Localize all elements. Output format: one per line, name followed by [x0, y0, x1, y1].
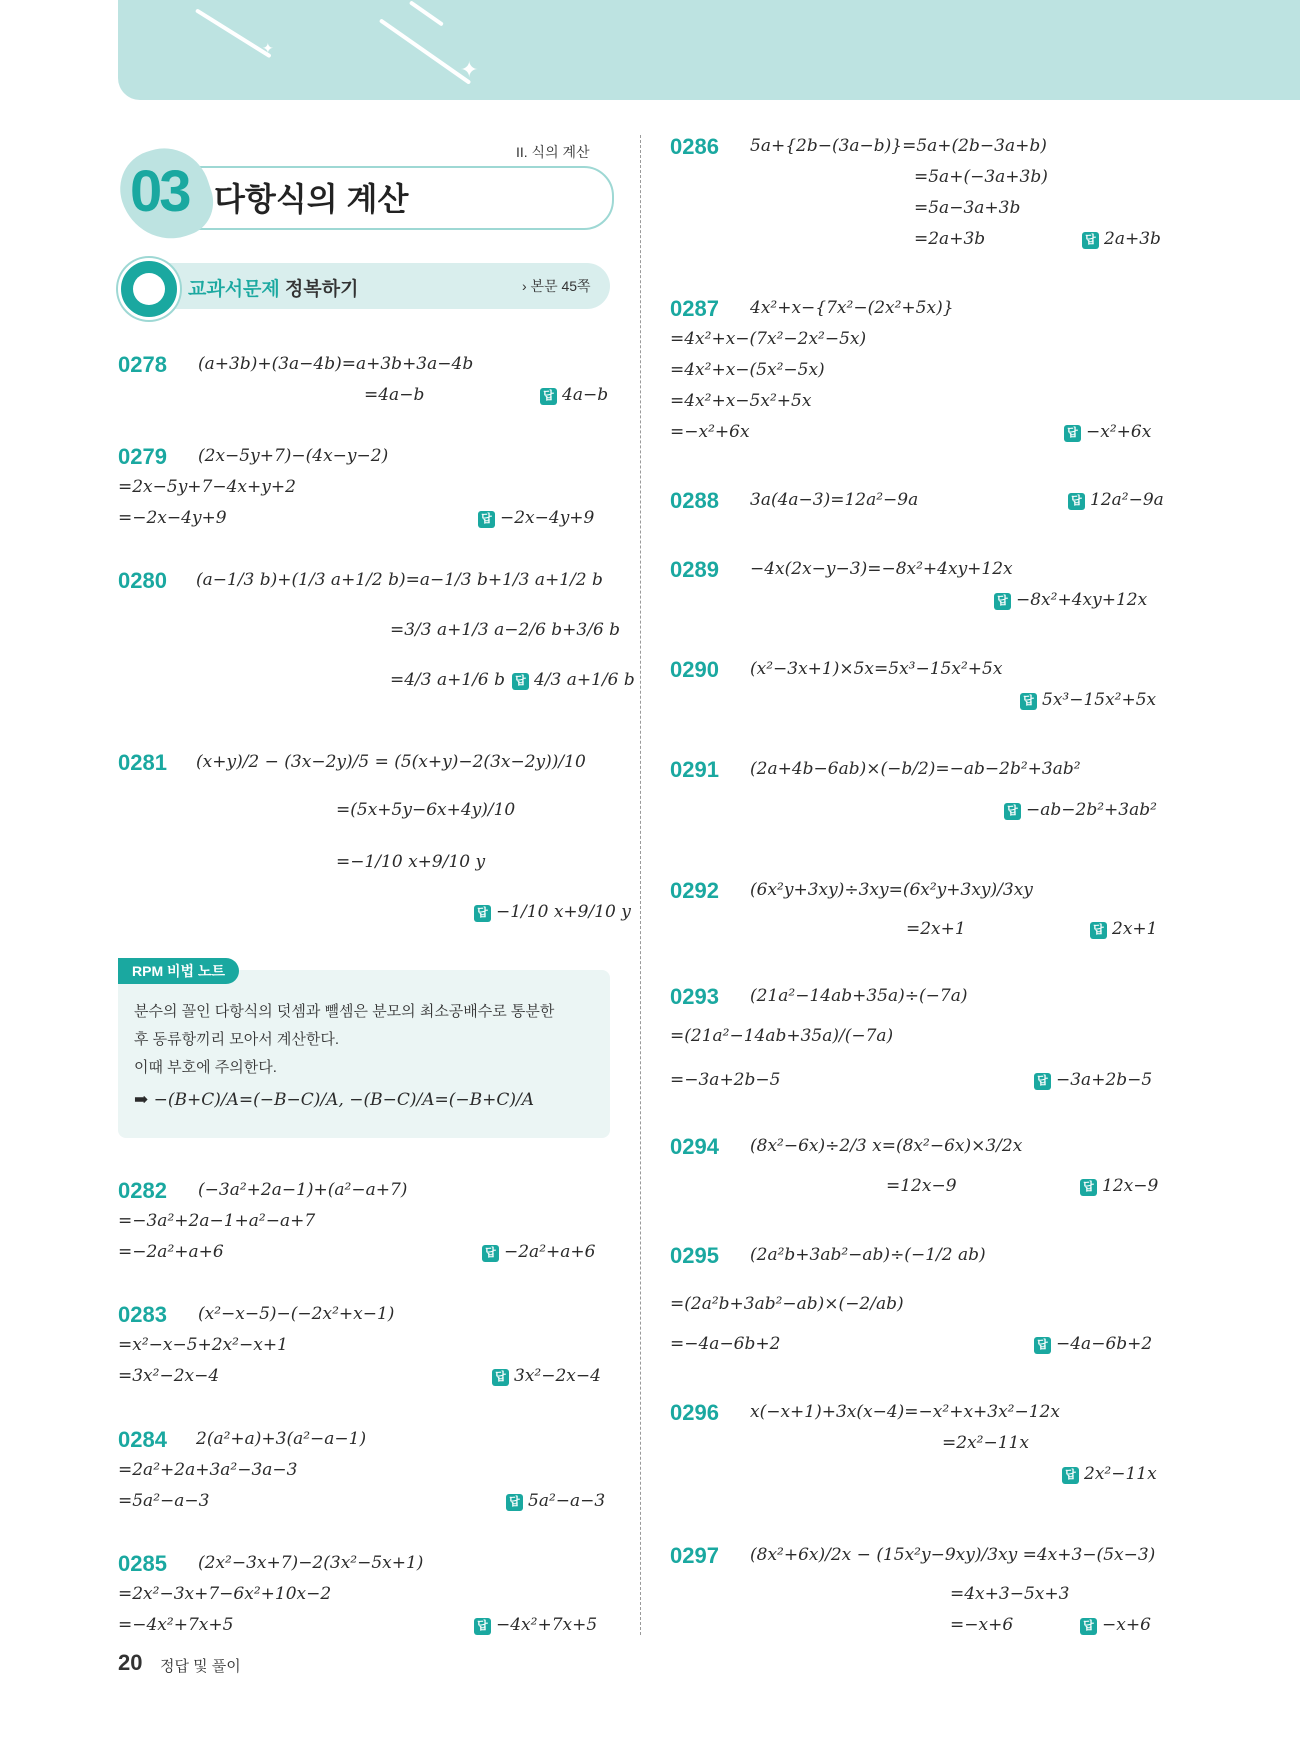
equation-line: =4x²+x−5x²+5x [670, 391, 812, 411]
equation-line: =2x²−11x [942, 1433, 1029, 1453]
answer: 답 12a²−9a [1068, 490, 1164, 510]
problem-number: 0295 [670, 1243, 719, 1268]
equation-line: =−1/10 x+9/10 y [336, 852, 486, 872]
equation-line: =−2x−4y+9 [118, 508, 227, 528]
problem-number: 0291 [670, 757, 719, 782]
footer-label: 정답 및 풀이 [160, 1658, 241, 1675]
answer-badge: 답 [1064, 425, 1081, 442]
answer-badge: 답 [474, 1618, 491, 1635]
equation-line: (−3a²+2a−1)+(a²−a+7) [198, 1180, 408, 1200]
answer: 답 2a+3b [1082, 229, 1161, 249]
breadcrumb: II. 식의 계산 [516, 144, 590, 160]
problem-number: 0283 [118, 1302, 167, 1327]
section-title: 교과서문제 정복하기 [188, 279, 359, 300]
equation-line: (x+y)/2 − (3x−2y)/5 = (5(x+y)−2(3x−2y))/10 [196, 752, 586, 772]
answer-badge: 답 [1080, 1618, 1097, 1635]
equation-line: =−4a−6b+2 [670, 1334, 781, 1354]
answer-badge: 답 [482, 1245, 499, 1262]
answer-badge: 답 [994, 593, 1011, 610]
equation-line: =(5x+5y−6x+4y)/10 [336, 800, 516, 820]
problem-number: 0278 [118, 352, 167, 377]
problem-number: 0297 [670, 1543, 719, 1568]
equation-line: (a−1/3 b)+(1/3 a+1/2 b)=a−1/3 b+1/3 a+1/2 b [196, 570, 603, 590]
equation-line: =(21a²−14ab+35a)/(−7a) [670, 1026, 894, 1046]
equation-line: (2x²−3x+7)−2(3x²−5x+1) [198, 1553, 424, 1573]
problem-number: 0293 [670, 984, 719, 1009]
equation-line: =−x²+6x [670, 422, 750, 442]
answer: 답 −4x²+7x+5 [474, 1615, 597, 1635]
equation-line: (21a²−14ab+35a)÷(−7a) [750, 986, 968, 1006]
problem-number: 0281 [118, 750, 167, 775]
answer-badge: 답 [1004, 803, 1021, 820]
chapter-title: 다항식의 계산 [214, 181, 409, 217]
answer: 답 −4a−6b+2 [1034, 1334, 1152, 1354]
answer-badge: 답 [1034, 1073, 1051, 1090]
answer-badge: 답 [512, 673, 529, 690]
equation-line: x(−x+1)+3x(x−4)=−x²+x+3x²−12x [750, 1402, 1060, 1422]
problem-number: 0280 [118, 568, 167, 593]
answer-badge: 답 [1080, 1179, 1097, 1196]
answer-badge: 답 [1034, 1337, 1051, 1354]
note-text: 후 동류항끼리 모아서 계산한다. [134, 1031, 340, 1048]
answer: 답 −1/10 x+9/10 y [474, 902, 631, 922]
equation-line: 4x²+x−{7x²−(2x²+5x)} [750, 298, 954, 318]
answer: 답 4a−b [540, 385, 608, 405]
equation-line: =12x−9 [886, 1176, 957, 1196]
chapter-number: 03 [130, 159, 189, 224]
equation-line: (2x−5y+7)−(4x−y−2) [198, 446, 389, 466]
problem-number: 0290 [670, 657, 719, 682]
equation-line: =−2a²+a+6 [118, 1242, 224, 1262]
answer: 답 −ab−2b²+3ab² [1004, 800, 1157, 820]
equation-line: =2a²+2a+3a²−3a−3 [118, 1460, 298, 1480]
equation-line: =2x−5y+7−4x+y+2 [118, 477, 296, 497]
answer: 답 4/3 a+1/6 b [512, 670, 635, 690]
equation-line: (8x²+6x)/2x − (15x²y−9xy)/3xy =4x+3−(5x−3) [750, 1545, 1156, 1565]
problem-number: 0286 [670, 134, 719, 159]
problem-number: 0285 [118, 1551, 167, 1576]
equation-line: =3x²−2x−4 [118, 1366, 220, 1386]
equation-line: =2x²−3x+7−6x²+10x−2 [118, 1584, 332, 1604]
star-icon: ✦ [460, 58, 479, 83]
answer-badge: 답 [1082, 232, 1099, 249]
equation-line: =−x+6 [950, 1615, 1014, 1635]
page-number: 20 [118, 1650, 143, 1675]
column-divider [640, 135, 641, 1635]
note-formula: ➡ −(B+C)/A=(−B−C)/A, −(B−C)/A=(−B+C)/A [134, 1090, 534, 1110]
equation-line: =3/3 a+1/3 a−2/6 b+3/6 b [390, 620, 621, 640]
robot-icon [118, 258, 180, 320]
equation-line: =5a²−a−3 [118, 1491, 210, 1511]
equation-line: =2a+3b [914, 229, 986, 249]
answer: 답 −2a²+a+6 [482, 1242, 595, 1262]
equation-line: =x²−x−5+2x²−x+1 [118, 1335, 288, 1355]
problem-number: 0284 [118, 1427, 167, 1452]
equation-line: =−3a+2b−5 [670, 1070, 781, 1090]
answer: 답 2x²−11x [1062, 1464, 1157, 1484]
equation-line: 5a+{2b−(3a−b)}=5a+(2b−3a+b) [750, 136, 1047, 156]
answer: 답 12x−9 [1080, 1176, 1158, 1196]
equation-line: 2(a²+a)+3(a²−a−1) [196, 1429, 367, 1449]
problem-number: 0294 [670, 1134, 719, 1159]
header-band [118, 0, 1300, 100]
equation-line: =4a−b [364, 385, 425, 405]
problem-number: 0279 [118, 444, 167, 469]
equation-line: (6x²y+3xy)÷3xy=(6x²y+3xy)/3xy [750, 880, 1033, 900]
answer-badge: 답 [478, 511, 495, 528]
rpm-note-box [118, 970, 610, 1138]
equation-line: =4/3 a+1/6 b [390, 670, 506, 690]
answer-badge: 답 [492, 1369, 509, 1386]
equation-line: =−3a²+2a−1+a²−a+7 [118, 1211, 316, 1231]
answer: 답 −x+6 [1080, 1615, 1151, 1635]
answer-badge: 답 [1062, 1467, 1079, 1484]
equation-line: =4x²+x−(5x²−5x) [670, 360, 825, 380]
answer-badge: 답 [1090, 922, 1107, 939]
problem-number: 0289 [670, 557, 719, 582]
answer: 답 5a²−a−3 [506, 1491, 605, 1511]
equation-line: (x²−3x+1)×5x=5x³−15x²+5x [750, 659, 1003, 679]
answer-badge: 답 [540, 388, 557, 405]
note-text: 이때 부호에 주의한다. [134, 1059, 277, 1076]
answer: 답 −8x²+4xy+12x [994, 590, 1147, 610]
equation-line: =5a+(−3a+3b) [914, 167, 1048, 187]
equation-line: =5a−3a+3b [914, 198, 1021, 218]
equation-line: (a+3b)+(3a−4b)=a+3b+3a−4b [198, 354, 474, 374]
equation-line: −4x(2x−y−3)=−8x²+4xy+12x [750, 559, 1013, 579]
answer-badge: 답 [506, 1494, 523, 1511]
problem-number: 0282 [118, 1178, 167, 1203]
answer-badge: 답 [1068, 493, 1085, 510]
problem-number: 0296 [670, 1400, 719, 1425]
equation-line: =−4x²+7x+5 [118, 1615, 234, 1635]
answer: 답 −x²+6x [1064, 422, 1151, 442]
problem-number: 0288 [670, 488, 719, 513]
equation-line: =2x+1 [906, 919, 966, 939]
answer: 답 3x²−2x−4 [492, 1366, 601, 1386]
answer: 답 −2x−4y+9 [478, 508, 594, 528]
answer-badge: 답 [1020, 693, 1037, 710]
answer: 답 5x³−15x²+5x [1020, 690, 1156, 710]
textbook-page-link[interactable]: › 본문 45쪽 [522, 278, 591, 294]
equation-line: (2a+4b−6ab)×(−b/2)=−ab−2b²+3ab² [750, 759, 1081, 779]
answer-badge: 답 [474, 905, 491, 922]
answer: 답 −3a+2b−5 [1034, 1070, 1152, 1090]
equation-line: (2a²b+3ab²−ab)÷(−1/2 ab) [750, 1245, 986, 1265]
equation-line: =4x+3−5x+3 [950, 1584, 1070, 1604]
equation-line: (x²−x−5)−(−2x²+x−1) [198, 1304, 395, 1324]
equation-line: (8x²−6x)÷2/3 x=(8x²−6x)×3/2x [750, 1136, 1023, 1156]
rpm-note-tag: RPM 비법 노트 [118, 958, 239, 984]
equation-line: 3a(4a−3)=12a²−9a [750, 490, 919, 510]
equation-line: =(2a²b+3ab²−ab)×(−2/ab) [670, 1294, 904, 1314]
star-icon: ✦ [262, 41, 274, 57]
note-text: 분수의 꼴인 다항식의 덧셈과 뺄셈은 분모의 최소공배수로 통분한 [134, 1003, 555, 1020]
equation-line: =4x²+x−(7x²−2x²−5x) [670, 329, 867, 349]
answer: 답 2x+1 [1090, 919, 1157, 939]
problem-number: 0287 [670, 296, 719, 321]
problem-number: 0292 [670, 878, 719, 903]
